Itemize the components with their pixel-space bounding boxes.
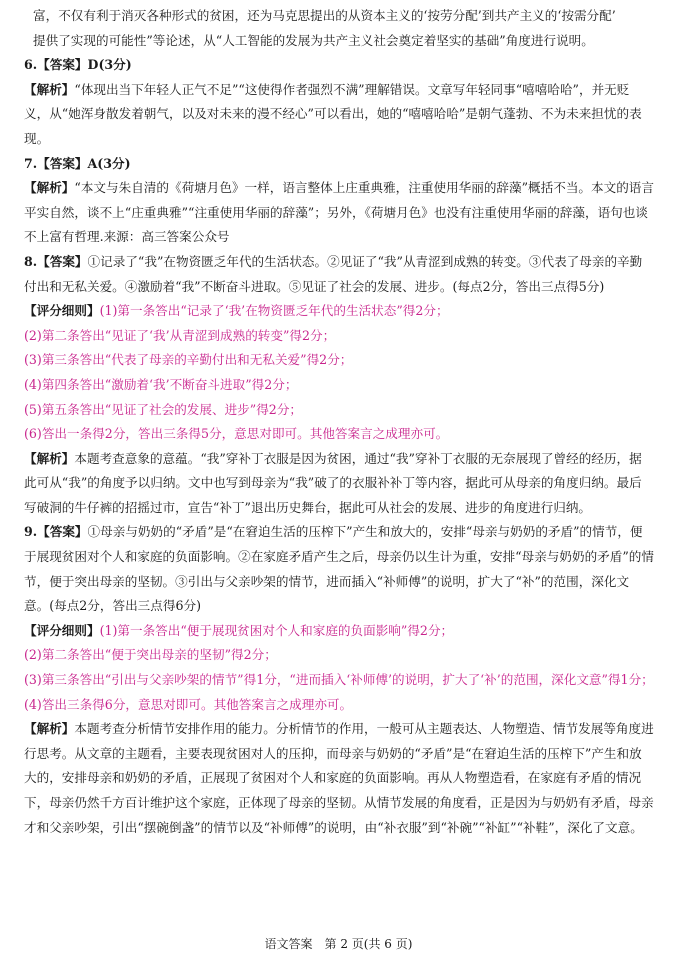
- q9-scoring-item: (2)第二条答出“便于突出母亲的坚韧”得2分；: [24, 647, 277, 663]
- intro-line-2: 提供了实现的可能性”等论述，从“人工智能的发展为共产主义社会奠定着坚实的基础”角度进行说明。: [33, 32, 594, 48]
- q6-answer-heading: 6.【答案】D(3分): [24, 57, 132, 73]
- q9-analysis: [24, 717, 654, 840]
- page-footer: 语文答案 第 2 页(共 6 页): [264, 937, 413, 951]
- q8-analysis: [24, 447, 654, 521]
- q9-analysis-text: 本题考查分析情节安排作用的能力。分析情节的作用，一般可从主题表达、人物塑造、情节发展等角度进行思考。从文章的主题看，主要表现贫困对人的压抑，而母亲与奶奶的“矛盾”是“在窘迫生活的压榨下”产生和放大的，安排母亲和奶奶的矛盾，正展现了贫困对个人和家庭的负面影响。再从人物塑造看，在家庭有矛盾的情况下，母亲仍然千方百计维护这个家庭，正体现了母亲的坚韧。从情节发展的角度看，正是因为与奶奶有矛盾，母亲才和父亲吵架，引出“摆碗倒盏”的情节以及“补师傅”的说明，由“补衣服”到“补碗”“补缸”“补鞋”，深化了文意。: [24, 721, 654, 835]
- q6-analysis-label: 【解析】: [24, 81, 75, 97]
- q7-analysis: [24, 176, 654, 250]
- q8-answer-label: 8.【答案】: [24, 253, 88, 269]
- q8-scoring-item: (2)第二条答出“见证了‘我’从青涩到成熟的转变”得2分；: [24, 327, 336, 343]
- q9-scoring-item: (4)答出三条得6分，意思对即可。其他答案言之成理亦可。: [24, 696, 353, 712]
- q8-scoring-item: (3)第三条答出“代表了母亲的辛勤付出和无私关爱”得2分；: [24, 352, 353, 368]
- q8-scoring-text: (1)第一条答出“记录了‘我’在物资匮乏年代的生活状态”得2分；: [99, 303, 449, 319]
- q9-answer-label: 9.【答案】: [24, 524, 88, 540]
- intro-line-1: 富，不仅有利于消灭各种形式的贫困，还为马克思提出的从资本主义的‘按劳分配’到共产主义的‘按需分配’: [33, 8, 616, 23]
- q7-analysis-text: “本文与朱自清的《荷塘月色》一样，语言整体上庄重典雅，注重使用华丽的辞藻”概括不当。本文的语言平实自然，谈不上“庄重典雅”“注重使用华丽的辞藻”；另外，《荷塘月色》也没有注重使用华丽的辞藻，语句也谈不上富有哲理.来源：高三答案公众号: [24, 180, 654, 245]
- q8-scoring-item: (6)答出一条得2分，答出三条得5分，意思对即可。其他答案言之成理亦可。: [24, 426, 449, 442]
- q8-scoring-item: (4)第四条答出“激励着‘我’不断奋斗进取”得2分；: [24, 376, 298, 392]
- q8-answer: [24, 250, 654, 299]
- q8-scoring-item: (5)第五条答出“见证了社会的发展、进步”得2分；: [24, 401, 303, 417]
- q6-analysis-text: “体现出当下年轻人正气不足”“这使得作者强烈不满”理解错误。文章写年轻同事“嘻嘻哈哈”，并无贬义，从“她浑身散发着朝气，以及对未来的漫不经心”可以看出，她的“嘻嘻哈哈”是朝气蓬勃、不为未来担忧的表现。: [24, 81, 642, 146]
- answer-page: [24, 4, 654, 840]
- q8-scoring-label: 【评分细则】: [24, 303, 100, 319]
- q8-scoring-item: [24, 299, 654, 324]
- q6-analysis: [24, 78, 654, 152]
- q8-analysis-text: 本题考查意象的意蕴。“我”穿补丁衣服是因为贫困，通过“我”穿补丁衣服的无奈展现了曾经的经历，据此可从“我”的角度予以归纳。文中也写到母亲为“我”破了的衣服补补丁等内容，据此可从母亲的角度归纳。最后写破洞的牛仔裤的招摇过市，宣告“补丁”退出历史舞台，据此可从社会的发展、进步的角度进行归纳。: [24, 450, 642, 515]
- q7-analysis-label: 【解析】: [24, 180, 75, 196]
- q9-scoring-item: [24, 619, 654, 644]
- q9-scoring-label: 【评分细则】: [24, 622, 100, 638]
- q9-answer-text: ①母亲与奶奶的“矛盾”是“在窘迫生活的压榨下”产生和放大的，安排“母亲与奶奶的矛盾”的情节，便于展现贫困对个人和家庭的负面影响。②在家庭矛盾产生之后，母亲仍以生计为重，安排“母亲与奶奶的矛盾”的情节，便于突出母亲的坚韧。③引出与父亲吵架的情节，进而插入“补师傅”的说明，扩大了“补”的范围，深化文意。(每点2分，答出三点得6分): [24, 524, 654, 614]
- q9-answer: [24, 520, 654, 618]
- q9-scoring-item: (3)第三条答出“引出与父亲吵架的情节”得1分，“进而插入‘补师傅’的说明，扩大了‘补’的范围，深化文意”得1分；: [24, 672, 654, 688]
- q7-answer-heading: 7.【答案】A(3分): [24, 155, 131, 171]
- q8-analysis-label: 【解析】: [24, 450, 75, 466]
- q9-scoring-text: (1)第一条答出“便于展现贫困对个人和家庭的负面影响”得2分；: [99, 622, 454, 638]
- q8-answer-text: ①记录了“我”在物资匮乏年代的生活状态。②见证了“我”从青涩到成熟的转变。③代表了母亲的辛勤付出和无私关爱。④激励着“我”不断奋斗进取。⑤见证了社会的发展、进步。(每点2分，答出三点得5分): [24, 253, 643, 294]
- q9-analysis-label: 【解析】: [24, 721, 75, 737]
